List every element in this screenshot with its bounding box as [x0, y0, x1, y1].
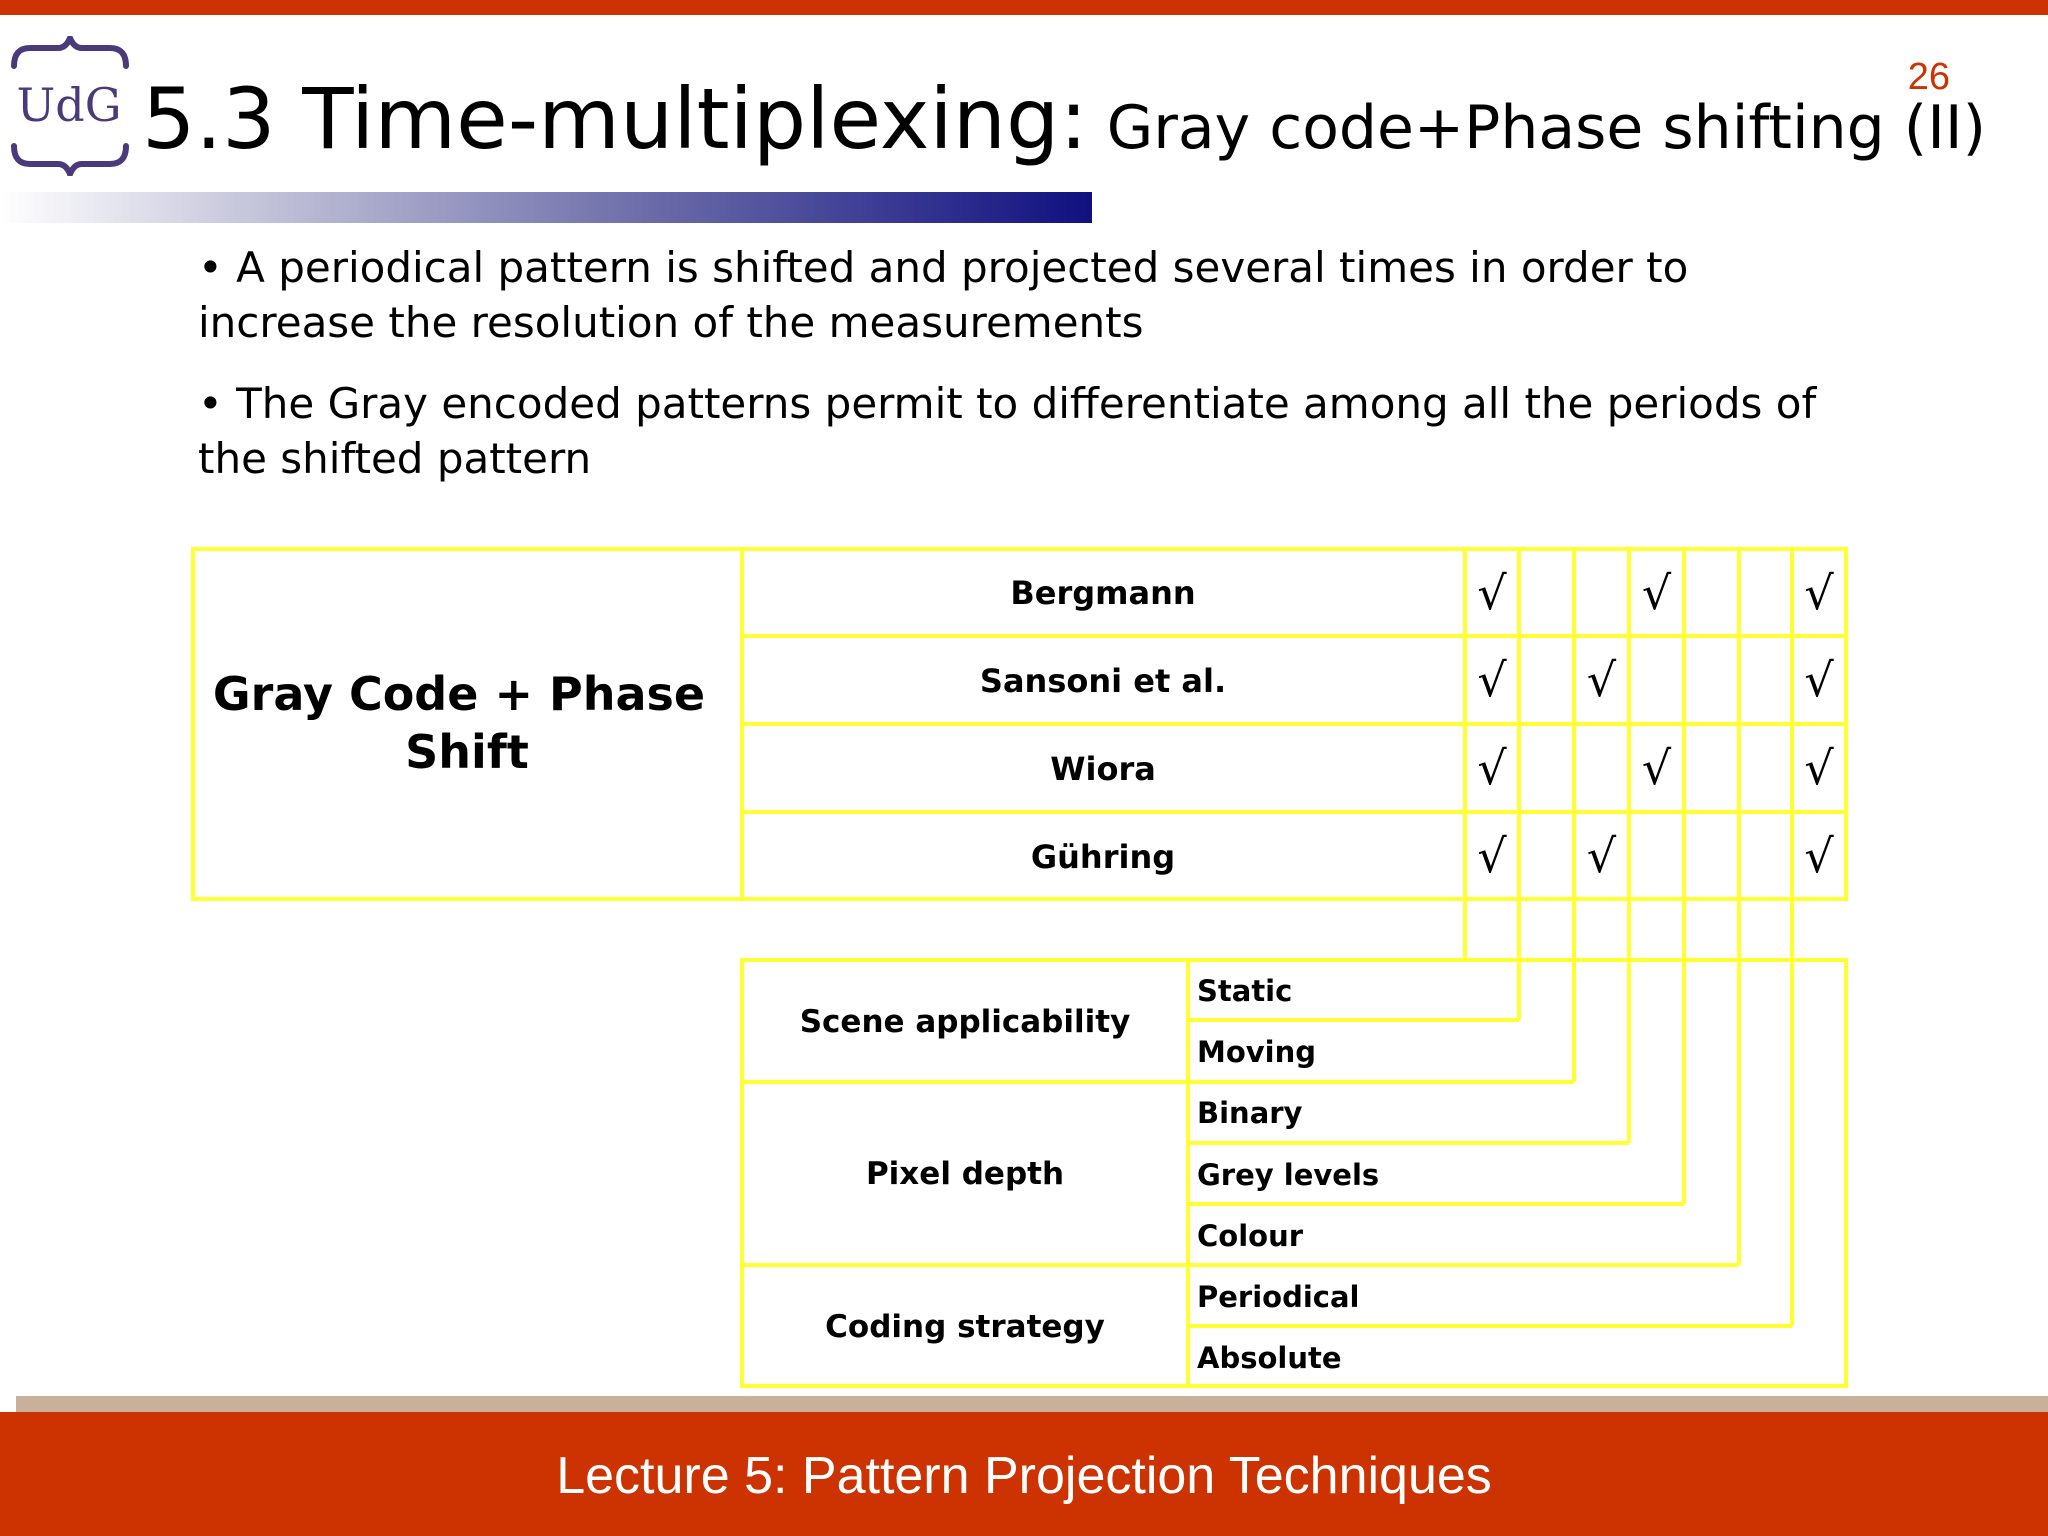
feature-moving: Moving	[1197, 1035, 1317, 1069]
method-name-guhring: Gühring	[1030, 838, 1176, 876]
check-mark: √	[1477, 566, 1507, 620]
method-name-bergmann: Bergmann	[1010, 574, 1196, 612]
check-mark: √	[1586, 653, 1617, 707]
check-mark: √	[1804, 741, 1834, 795]
method-name-wiora: Wiora	[1050, 750, 1156, 788]
check-mark: √	[1586, 829, 1617, 883]
check-mark: √	[1804, 829, 1834, 883]
group-label	[213, 667, 721, 779]
group-label-line2: Shift	[405, 725, 529, 779]
method-name-sansoni: Sansoni et al.	[979, 662, 1227, 700]
category-scene-applicability: Scene applicability	[799, 1004, 1131, 1040]
bullet-point-2: • The Gray encoded patterns permit to differentiate among all the periods of the shifted pattern	[198, 379, 1817, 483]
check-mark: √	[1804, 566, 1834, 620]
footer-title: Lecture 5: Pattern Projection Techniques	[556, 1447, 1492, 1505]
slide-number: 26	[1907, 56, 1950, 98]
title-sub: Gray code+Phase shifting (II)	[1087, 93, 1987, 163]
check-mark: √	[1641, 566, 1672, 620]
footer-band	[16, 1396, 2048, 1412]
bullet-point-1: • A periodical pattern is shifted and projected several times in order to increase the resolution of the measurements	[198, 243, 1689, 347]
category-coding-strategy: Coding strategy	[825, 1309, 1105, 1345]
check-mark: √	[1477, 829, 1507, 883]
feature-static: Static	[1197, 974, 1293, 1008]
feature-colour: Colour	[1197, 1219, 1304, 1253]
title-main: 5.3 Time-multiplexing:	[142, 70, 1088, 168]
category-pixel-depth: Pixel depth	[865, 1156, 1065, 1192]
feature-absolute: Absolute	[1197, 1341, 1342, 1375]
check-mark: √	[1477, 653, 1507, 707]
feature-binary: Binary	[1197, 1096, 1303, 1130]
logo-text: UdG	[16, 78, 122, 132]
group-label-line1: Gray Code + Phase	[212, 667, 706, 721]
check-mark: √	[1804, 653, 1834, 707]
feature-grey-levels: Grey levels	[1197, 1158, 1380, 1192]
feature-periodical: Periodical	[1197, 1280, 1360, 1314]
check-mark: √	[1641, 741, 1672, 795]
check-mark: √	[1477, 741, 1507, 795]
